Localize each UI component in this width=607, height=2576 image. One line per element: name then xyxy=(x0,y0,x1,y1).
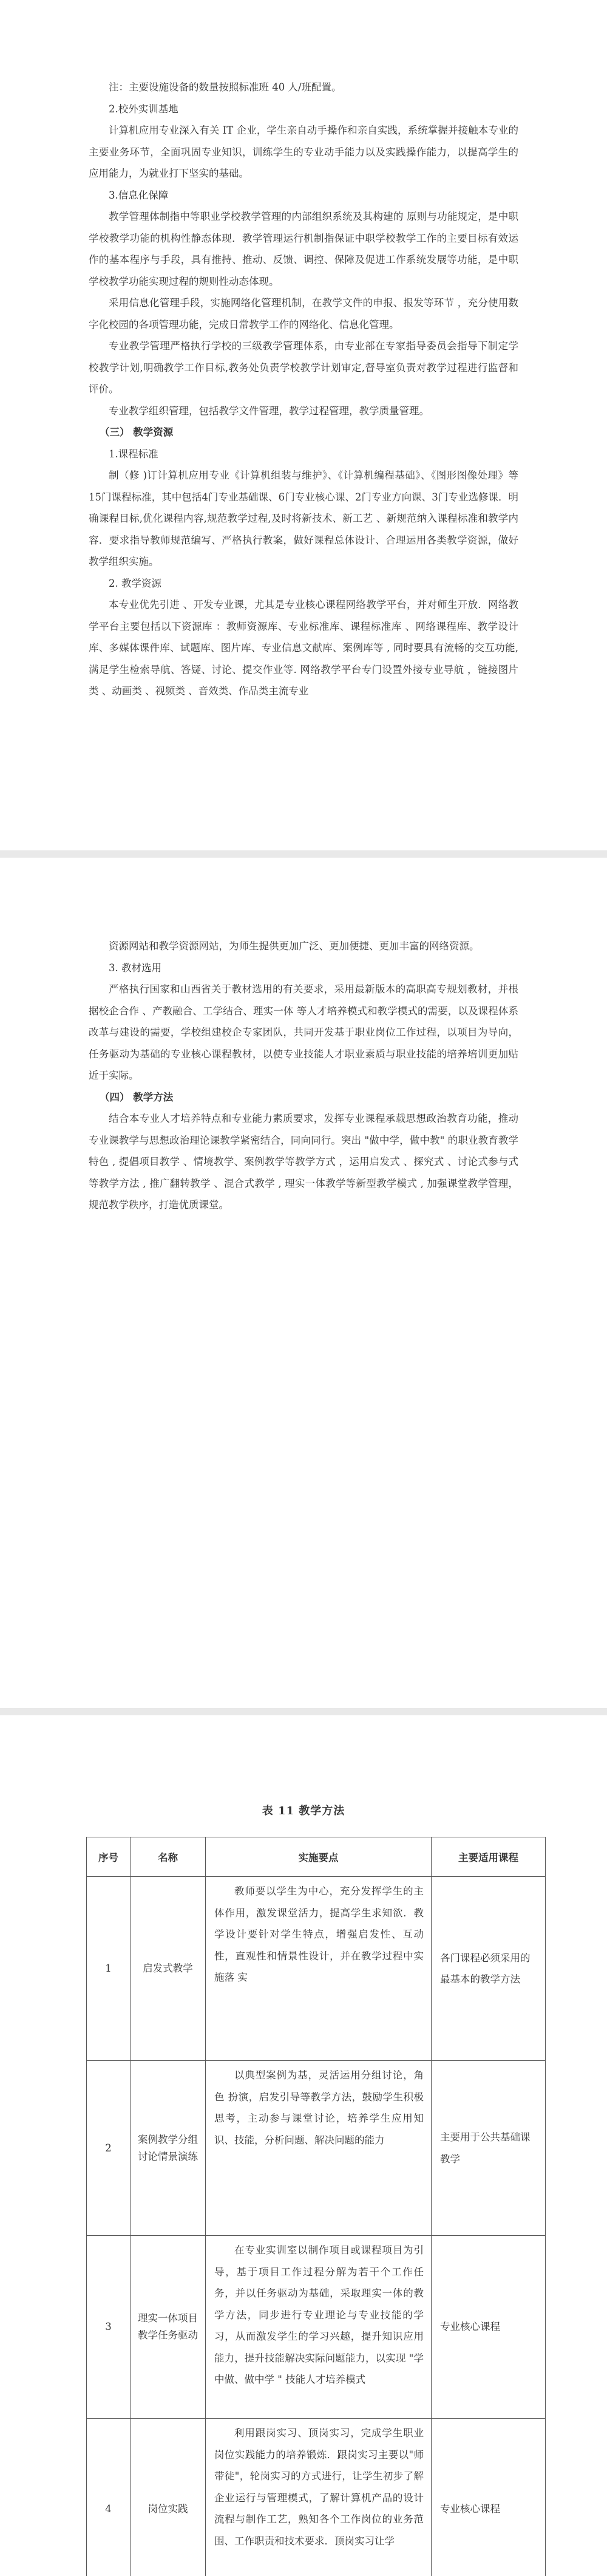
body-paragraph: 资源网站和教学资源网站，为师生提供更加广泛、更加便捷、更加丰富的网络资源。 xyxy=(109,940,480,952)
subsection-heading: 3. 教材选用 xyxy=(109,962,161,974)
cell-course: 各门课程必须采用的最基本的教学方法 xyxy=(432,1877,546,2061)
cell-points: 以典型案例为基，灵活运用分组讨论，角色 扮演，启发引导等教学方法，鼓励学生积极思考，主动参与课堂讨论，培养学生应用知识、技能，分析问题、解决问题的能力 xyxy=(206,2061,432,2236)
section-heading: （四） 教学方法 xyxy=(100,1091,174,1103)
table-header-row xyxy=(87,1837,546,1877)
cell-no: 3 xyxy=(87,2236,131,2419)
document-page-1 xyxy=(0,0,607,850)
section-heading: （三） 教学资源 xyxy=(100,426,174,438)
cell-course: 专业核心课程 xyxy=(432,2419,546,2576)
cell-method-name: 岗位实践 xyxy=(131,2419,206,2576)
body-paragraph: 制（修 )订计算机应用专业《计算机组装与维护》、《计算机编程基础》、《图形图像处理》等15门课程标准，其中包括4门专业基础课、6门专业核心课、2门专业方向课、3门专业选修课．明确课程目标,优化课程内容,规范教学过程,及时将新技术、新工艺 、新规范纳入课程标准和教学内容．要求指导教师规范编写、严格执行教案，做好课程总体设计、合理运用各类教学资源，做好教学组织实施。 xyxy=(89,470,518,567)
cell-method-name: 案例教学分组讨论情景演练 xyxy=(131,2061,206,2236)
header-name: 名称 xyxy=(131,1837,206,1877)
body-paragraph: 采用信息化管理手段，实施网络化管理机制，在教学文件的申报、报发等环节 ，充分使用数字化校园的各项管理功能，完成日常教学工作的网络化、信息化管理。 xyxy=(89,297,518,330)
subsection-heading: 2.校外实训基地 xyxy=(109,103,178,115)
document-page-2 xyxy=(0,858,607,1708)
cell-no: 2 xyxy=(87,2061,131,2236)
table-row xyxy=(87,1877,546,2061)
page-1-body xyxy=(89,77,518,702)
cell-method-name: 理实一体项目 教学任务驱动 xyxy=(131,2236,206,2419)
cell-course: 主要用于公共基础课教学 xyxy=(432,2061,546,2236)
cell-no: 1 xyxy=(87,1877,131,2061)
header-points: 实施要点 xyxy=(206,1837,432,1877)
table-title: 表 11 教学方法 xyxy=(262,1805,345,1817)
cell-points: 教师要以学生为中心，充分发挥学生的主体作用，激发课堂活力，提高学生求知欲．教学设计要针对学生特点，增强启发性、互动性，直观性和情景性设计，并在教学过程中实施落 实 xyxy=(206,1877,432,2061)
cell-no: 4 xyxy=(87,2419,131,2576)
body-paragraph: 计算机应用专业深入有关 IT 企业，学生亲自动手操作和亲自实践，系统掌握并接触本专业的主要业务环节，全面巩固专业知识，训练学生的专业动手能力以及实践操作能力，以提高学生的应用能力，为就业打下坚实的基础。 xyxy=(89,125,518,179)
cell-course: 专业核心课程 xyxy=(432,2236,546,2419)
body-paragraph: 专业教学组织管理，包括教学文件管理，教学过程管理，教学质量管理。 xyxy=(109,405,429,417)
subsection-heading: 3.信息化保障 xyxy=(109,189,169,201)
body-paragraph: 严格执行国家和山西省关于教材选用的有关要求，采用最新版本的高职高专规划教材，并根据校企合作 、产教融合、工学结合、理实一体 等人才培养模式和教学模式的需要，以及课程体系改革与建设的需要，学校组建校企专家团队，共同开发基于职业岗位工作过程，以项目为导向，任务驱动为基础的专业核心课程教材，以使专业技能人才职业素质与职业技能的培养培训更加贴近于实际。 xyxy=(89,983,518,1081)
body-paragraph: 注：主要设施设备的数量按照标准班 40 人/班配置。 xyxy=(109,81,342,93)
teaching-methods-table xyxy=(86,1837,545,2576)
body-paragraph: 结合本专业人才培养特点和专业能力素质要求，发挥专业课程承载思想政治教育功能，推动专业课教学与思想政治理论课教学紧密结合，同向同行。突出 "做中学，做中教" 的职业教育教学特色 , 提倡项目教学 、情境教学、案例教学等教学方式 ，运用启发式 、探究式 、讨论式参与式等教学方法 , 推广翻转教学 、混合式教学 , 理实一体教学等新型教学模式 , 加强课堂教学管理，规范教学秩序，打造优质课堂。 xyxy=(89,1113,518,1211)
cell-points: 利用跟岗实习、顶岗实习，完成学生职业岗位实践能力的培养锻炼．跟岗实习主要以"师带徒"，轮岗实习的方式进行，让学生初步了解企业运行与管理模式，了解计算机产品的设计流程与制作工艺，熟知各个工作岗位的业务范围、工作职责和技术要求．顶岗实习让学 xyxy=(206,2419,432,2576)
subsection-heading: 2. 教学资源 xyxy=(109,577,161,589)
header-course: 主要适用课程 xyxy=(432,1837,546,1877)
subsection-heading: 1.课程标准 xyxy=(109,448,158,460)
cell-points: 在专业实训室以制作项目或课程项目为引导，基于项目工作过程分解为若干个工作任务，并以任务驱动为基础，采取理实一体的教学方法，同步进行专业理论与专业技能的学习，从而激发学生的学习兴趣，提升知识应用能力，提升技能解决实际问题能力，以实现 "学中做、做中学 " 技能人才培养模式 xyxy=(206,2236,432,2419)
cell-method-name: 启发式教学 xyxy=(131,1877,206,2061)
page-2-body xyxy=(89,935,518,1216)
document-page-3 xyxy=(0,1715,607,2576)
body-paragraph: 教学管理体制指中等职业学校教学管理的内部组织系统及其构建的 原则与功能规定，是中职学校教学功能的机构性静态体现．教学管理运行机制指保证中职学校教学工作的主要目标有效运作的基本程序与手段，具有推持、推动、反馈、调控、保障及促进工作系统发展等功能，是中职学校教学功能实现过程的规则性动态体现。 xyxy=(89,211,518,287)
table-row xyxy=(87,2061,546,2236)
table-row xyxy=(87,2236,546,2419)
body-paragraph: 本专业优先引进 、开发专业课，尤其是专业核心课程网络教学平台，并对师生开放．网络教学平台主要包括以下资源库 ：教师资源库、专业标准库、课程标准库 、网络课程库、教学设计库、多媒体课件库、试题库、图片库、专业信息文献库、案例库等 , 同时要具有流畅的交互功能, 满足学生检索导航、答疑、讨论、提交作业等. 网络教学平台专门设置外接专业导航 ，链接图片类 、动画类 、视频类 、音效类、作品类主流专业 xyxy=(89,599,518,697)
table-row xyxy=(87,2419,546,2576)
header-no: 序号 xyxy=(87,1837,131,1877)
body-paragraph: 专业教学管理严格执行学校的三级教学管理体系，由专业部在专家指导委员会指导下制定学校教学计划,明确教学工作目标,教务处负责学校教学计划审定,督导室负责对教学过程进行监督和评价。 xyxy=(89,340,518,395)
